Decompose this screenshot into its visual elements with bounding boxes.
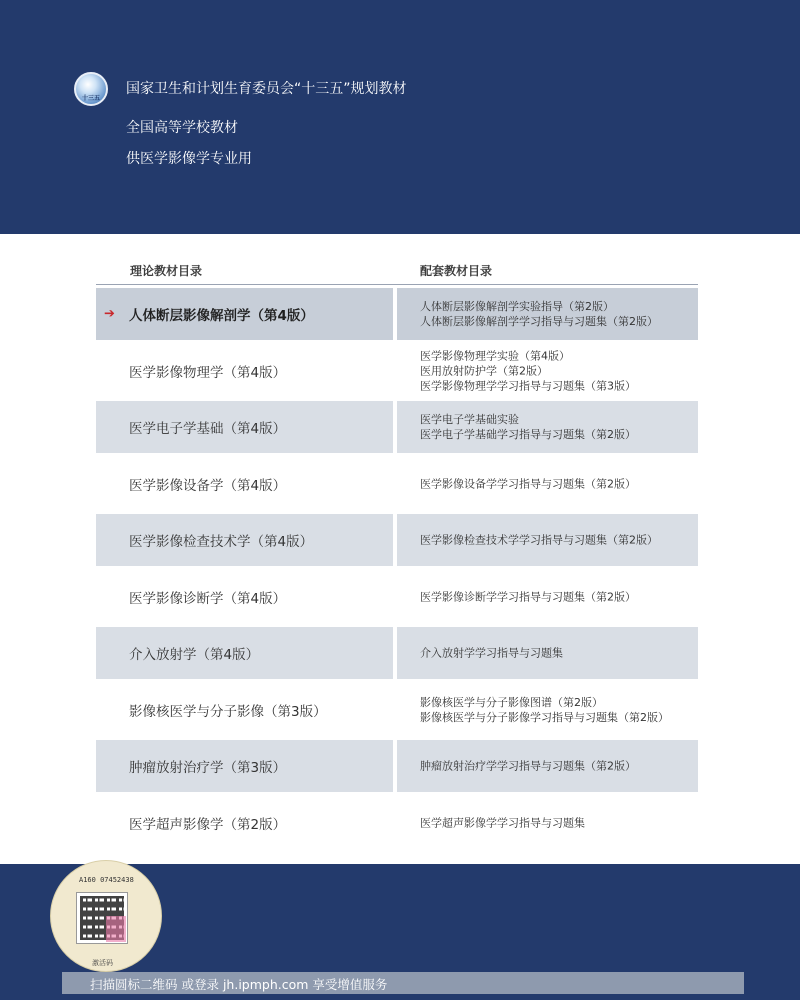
theory-book-title: 医学影像诊断学（第4版） [129, 590, 287, 607]
companion-list [420, 412, 636, 442]
theory-book-title: 医学影像检查技术学（第4版） [129, 534, 314, 550]
companion-book-title: 肿瘤放射治疗学学习指导与习题集（第2版） [420, 759, 636, 773]
companion-cell [397, 345, 698, 397]
companion-book-title: 医学超声影像学学习指导与习题集 [420, 816, 585, 829]
companion-cell [397, 458, 698, 510]
companion-list [420, 533, 658, 548]
scan-instructions: 扫描圆标二维码 或登录 jh.ipmph.com 享受增值服务 [90, 977, 388, 992]
theory-cell [96, 797, 393, 849]
table-row [96, 625, 698, 682]
theory-cell [96, 345, 393, 397]
companion-list [420, 476, 636, 491]
theory-book-title: 人体断层影像解剖学（第4版） [129, 308, 314, 324]
heading-divider [96, 284, 698, 285]
theory-book-title: 介入放射学（第4版） [129, 647, 260, 663]
theory-cell [96, 627, 393, 679]
table-row [96, 456, 698, 513]
companion-book-title: 介入放射学学习指导与习题集 [420, 646, 563, 660]
table-row [96, 512, 698, 569]
companion-list [420, 695, 669, 725]
theory-cell [96, 288, 393, 340]
theory-column-heading: 理论教材目录 [130, 264, 203, 278]
activation-label: 激活码 [92, 959, 113, 967]
theory-cell [96, 684, 393, 736]
companion-book-title: 人体断层影像解剖学学习指导与习题集（第2版） [420, 315, 658, 328]
companion-cell [397, 288, 698, 340]
companion-list [420, 815, 585, 830]
companion-book-title: 影像核医学与分子影像学习指导与习题集（第2版） [420, 710, 669, 724]
theory-cell [96, 514, 393, 566]
table-row [96, 286, 698, 343]
catalog-table [96, 286, 698, 851]
companion-cell [397, 514, 698, 566]
table-row [96, 795, 698, 852]
companion-book-title: 影像核医学与分子影像图谱（第2版） [420, 695, 603, 709]
companion-list [420, 759, 636, 774]
theory-cell [96, 571, 393, 623]
companion-column-heading: 配套教材目录 [420, 264, 493, 278]
current-book-arrow-icon: ➔ [104, 306, 115, 322]
companion-list [420, 646, 563, 661]
companion-list [420, 299, 658, 329]
companion-book-title: 人体断层影像解剖学实验指导（第2版） [420, 300, 614, 313]
companion-cell [397, 627, 698, 679]
table-row [96, 343, 698, 400]
logo-text: 十三五 [81, 95, 100, 102]
table-row [96, 569, 698, 626]
companion-cell [397, 797, 698, 849]
theory-book-title: 医学影像物理学（第4版） [129, 364, 287, 381]
companion-cell [397, 571, 698, 623]
theory-book-title: 医学超声影像学（第2版） [129, 816, 287, 833]
theory-book-title: 影像核医学与分子影像（第3版） [129, 703, 327, 720]
series-audience: 供医学影像学专业用 [126, 151, 252, 167]
theory-book-title: 医学电子学基础（第4版） [129, 421, 287, 437]
companion-cell [397, 401, 698, 453]
companion-book-title: 医用放射防护学（第2版） [420, 364, 548, 377]
header-band [0, 0, 800, 234]
serial-number: A160 07452438 [79, 876, 134, 884]
companion-book-title: 医学影像诊断学学习指导与习题集（第2版） [420, 590, 636, 603]
theory-cell [96, 458, 393, 510]
theory-cell [96, 740, 393, 792]
globe-logo-icon [74, 72, 108, 106]
companion-book-title: 医学影像物理学学习指导与习题集（第3版） [420, 379, 636, 392]
companion-cell [397, 684, 698, 736]
companion-book-title: 医学影像设备学学习指导与习题集（第2版） [420, 477, 636, 490]
scratch-area [106, 916, 126, 942]
theory-book-title: 医学影像设备学（第4版） [129, 477, 287, 494]
series-title: 国家卫生和计划生育委员会“十三五”规划教材 [126, 81, 407, 97]
companion-cell [397, 740, 698, 792]
companion-book-title: 医学影像检查技术学学习指导与习题集（第2版） [420, 533, 658, 547]
theory-book-title: 肿瘤放射治疗学（第3版） [129, 760, 287, 776]
table-row [96, 682, 698, 739]
table-row [96, 738, 698, 795]
companion-book-title: 医学电子学基础学习指导与习题集（第2版） [420, 428, 636, 441]
companion-book-title: 医学影像物理学实验（第4版） [420, 349, 570, 362]
companion-list [420, 589, 636, 604]
theory-cell [96, 401, 393, 453]
companion-list [420, 348, 636, 393]
companion-book-title: 医学电子学基础实验 [420, 413, 519, 426]
table-row [96, 399, 698, 456]
series-subtitle: 全国高等学校教材 [126, 120, 238, 136]
